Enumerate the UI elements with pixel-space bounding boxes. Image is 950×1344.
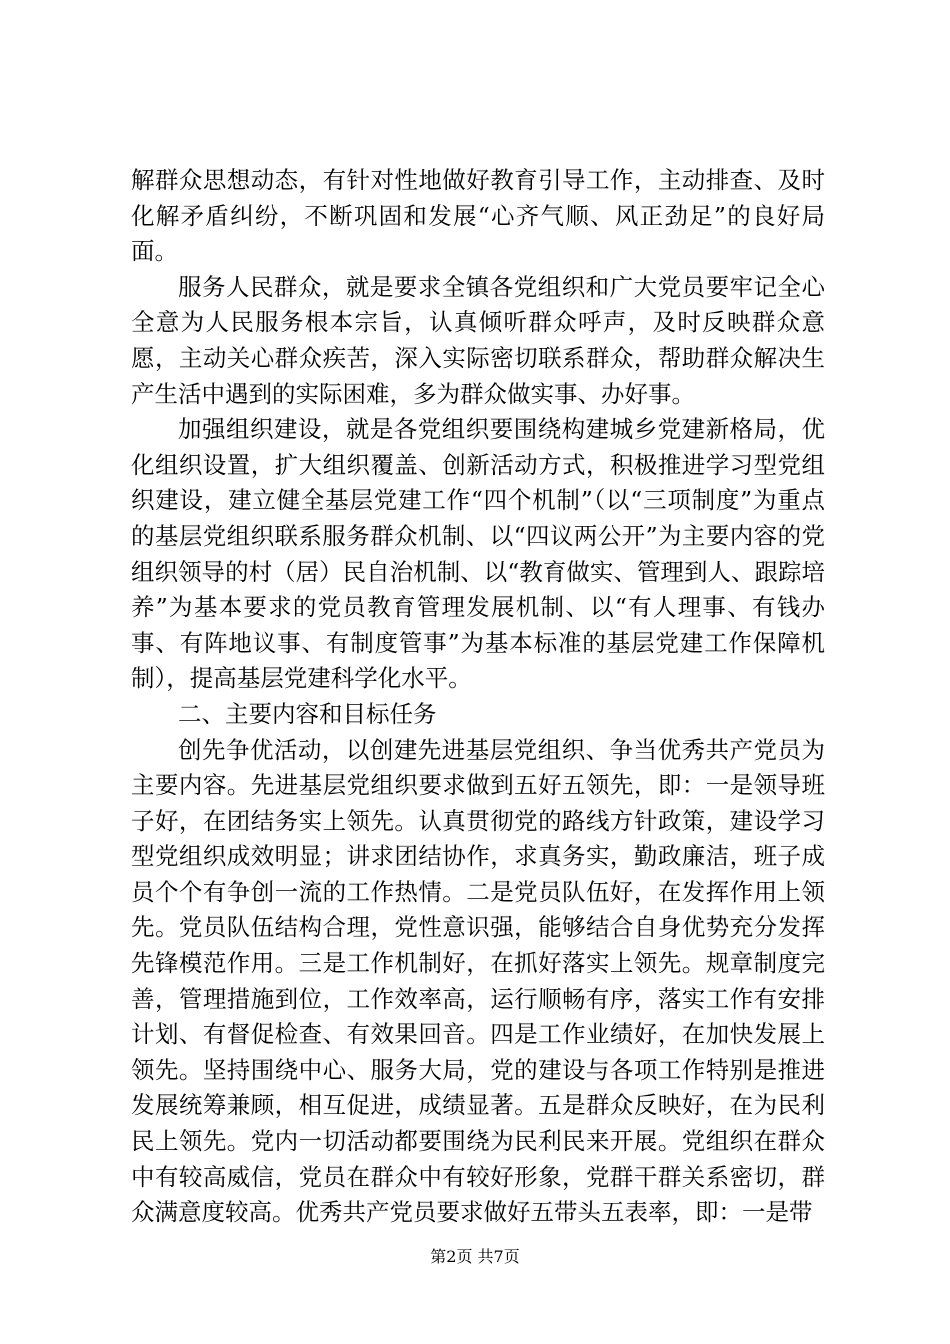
document-body [131,163,825,1231]
paragraph-2: 服务人民群众，就是要求全镇各党组织和广大党员要牢记全心全意为人民服务根本宗旨，认真倾听群众呼声，及时反映群众意愿，主动关心群众疾苦，深入实际密切联系群众，帮助群众解决生产生活中遇到的实际困难，多为群众做实事、办好事。 [131,272,825,408]
section-heading: 二、主要内容和目标任务 [178,699,437,728]
paragraph-4: 创先争优活动，以创建先进基层党组织、争当优秀共产党员为主要内容。先进基层党组织要求做到五好五领先，即：一是领导班子好，在团结务实上领先。认真贯彻党的路线方针政策，建设学习型党组织成效明显；讲求团结协作，求真务实，勤政廉洁，班子成员个个有争创一流的工作热情。二是党员队伍好，在发挥作用上领先。党员队伍结构合理，党性意识强，能够结合自身优势充分发挥先锋模范作用。三是工作机制好，在抓好落实上领先。规章制度完善，管理措施到位，工作效率高，运行顺畅有序，落实工作有安排计划、有督促检查、有效果回音。四是工作业绩好，在加快发展上领先。坚持围绕中心、服务大局，党的建设与各项工作特别是推进发展统筹兼顾，相互促进，成绩显著。五是群众反映好，在为民利民上领先。党内一切活动都要围绕为民利民来开展。党组织在群众中有较高威信，党员在群众中有较好形象，党群干群关系密切，群众满意度较高。优秀共产党员要求做好五带头五表率，即：一是带 [131,735,825,1227]
page-footer: 第2页 共7页 [430,1247,520,1266]
paragraph-3: 加强组织建设，就是各党组织要围绕构建城乡党建新格局，优化组织设置，扩大组织覆盖、创新活动方式，积极推进学习型党组织建设，建立健全基层党建工作“四个机制”（以“三项制度”为重点的基层党组织联系服务群众机制、以“四议两公开”为主要内容的党组织领导的村（居）民自治机制、以“教育做实、管理到人、跟踪培养”为基本要求的党员教育管理发展机制、以“有人理事、有钱办事、有阵地议事、有制度管事”为基本标准的基层党建工作保障机制），提高基层党建科学化水平。 [131,415,825,693]
paragraph-1: 解群众思想动态，有针对性地做好教育引导工作，主动排查、及时化解矛盾纠纷，不断巩固和发展“心齐气顺、风正劲足”的良好局面。 [131,166,825,266]
